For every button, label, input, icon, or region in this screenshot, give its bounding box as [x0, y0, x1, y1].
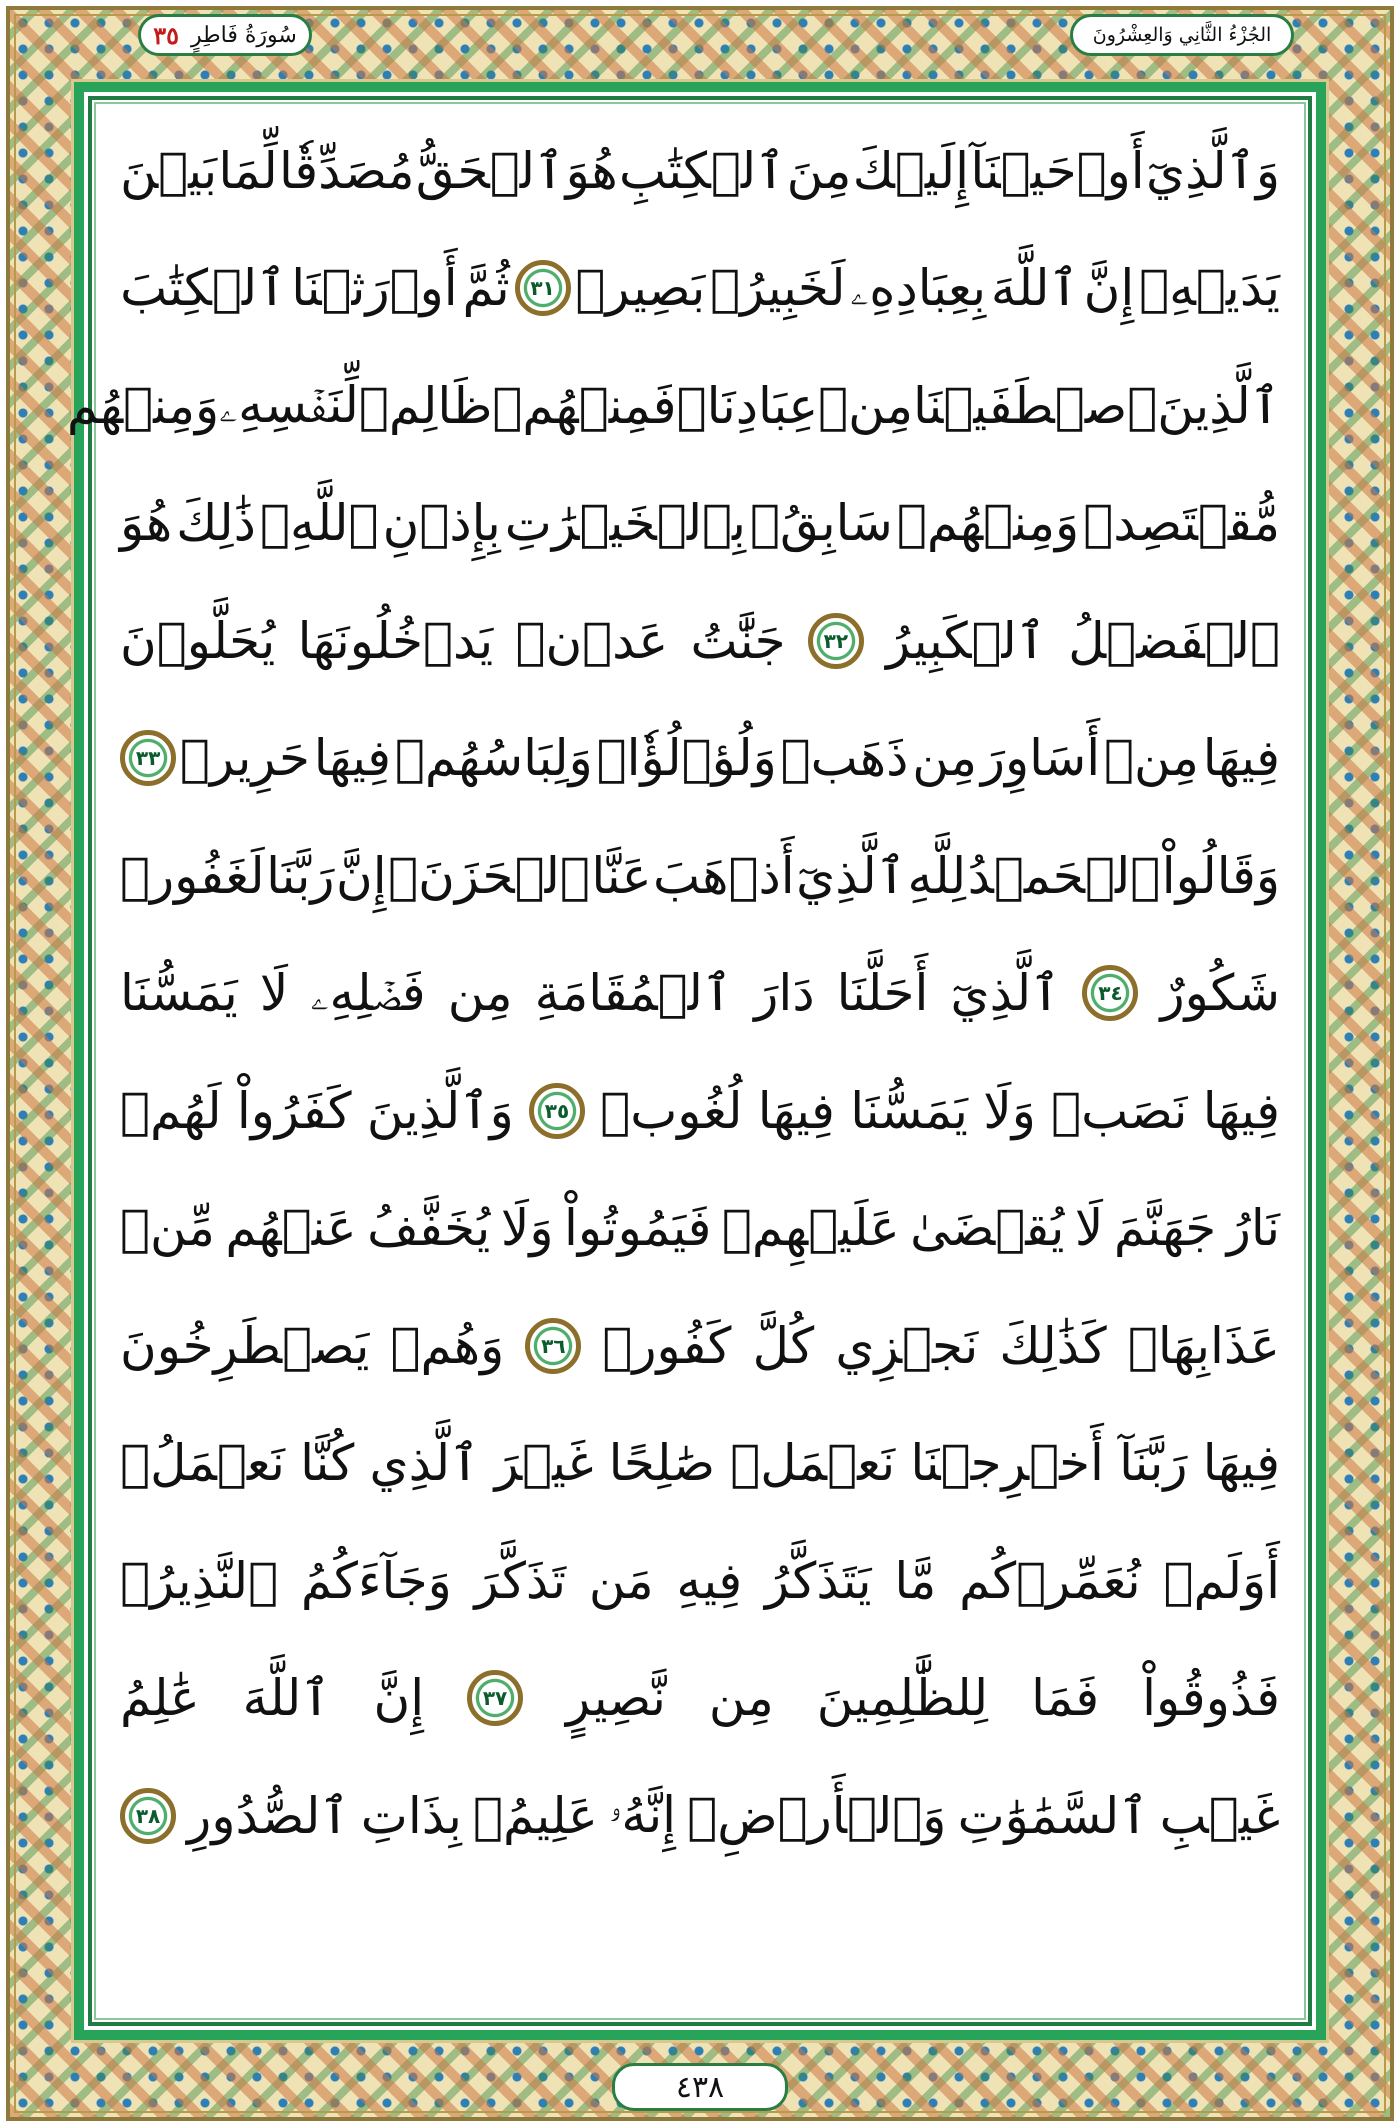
word: ٱلسَّمَٰوَٰتِ [957, 1786, 1149, 1845]
word: أَخۡرِجۡنَا [910, 1434, 1104, 1493]
word: ٱلنَّذِيرُۖ [120, 1551, 279, 1610]
word: أَسَاوِرَ [980, 729, 1101, 788]
word: كُنَّا [300, 1434, 355, 1493]
word: عَلِيمُۢ [473, 1786, 598, 1845]
word: شَكُورٌ [1160, 964, 1280, 1023]
word: فِيهَا [1202, 1434, 1280, 1493]
text-line [120, 1522, 1280, 1640]
surah-number: ٣٥ [153, 20, 179, 50]
word: هُوَ [565, 141, 618, 200]
word: عَنۡهُم [225, 1199, 357, 1258]
word: ٱللَّهَ [990, 259, 1079, 318]
word: رَبَّنَآ [1119, 1434, 1188, 1493]
word: ٱللَّهِۚ [259, 494, 379, 553]
word: ٱلَّذِينَ [1157, 376, 1280, 435]
word: هُوَ [120, 494, 173, 553]
juz-label [1070, 14, 1294, 56]
text-line [120, 935, 1280, 1053]
word: يُحَلَّوۡنَ [120, 611, 276, 670]
text-line [120, 1405, 1280, 1523]
word: عَنَّا [591, 846, 652, 905]
word: كَذَٰلِكَ [999, 1316, 1107, 1375]
word: يَمَسُّنَا [850, 1081, 968, 1140]
word: فَمَا [1031, 1669, 1100, 1728]
word: إِنَّهُۥ [608, 1786, 677, 1845]
surah-name: سُورَةُ فَاطِرٍ [190, 22, 297, 48]
word: غَيۡبِ [1159, 1786, 1280, 1845]
word: بَصِيرٞ [575, 259, 706, 318]
text-line [120, 1757, 1280, 1875]
ayah-number-marker: ٣٧ [467, 1670, 523, 1726]
word: فِيهِ [676, 1551, 743, 1610]
word: وَٱلۡأَرۡضِۚ [687, 1786, 947, 1845]
word: لَا [259, 964, 289, 1023]
text-line [120, 1052, 1280, 1170]
text-line [66, 347, 1280, 465]
word: مِنۡ [818, 376, 914, 435]
word: غَيۡرَ [494, 1434, 594, 1493]
word: ٱلۡحَمۡدُ [967, 846, 1161, 905]
word: أَوۡحَيۡنَآ [970, 141, 1145, 200]
juz-text: الجُزْءُ الثَّانِي وَالعِشْرُونَ [1092, 24, 1272, 46]
text-line [120, 465, 1280, 583]
text-line [120, 230, 1280, 348]
word: وَجَآءَكُمُ [300, 1551, 452, 1610]
word: كُلَّ [752, 1316, 815, 1375]
word: ٱلَّذِي [369, 1434, 480, 1493]
word: وَمِنۡهُم [66, 376, 220, 435]
word: وَقَالُواْ [1161, 846, 1280, 905]
word: نُعَمِّرۡكُم [959, 1551, 1141, 1610]
word: حَرِيرٞ [179, 729, 310, 788]
word: بِذَاتِ [360, 1786, 462, 1845]
word: فَضۡلِهِۦ [310, 963, 426, 1022]
word: نَارُ [1226, 1199, 1280, 1258]
word: رَبَّنَا [266, 846, 335, 905]
ayah-number-marker: ٣٤ [1082, 965, 1138, 1021]
word: سَابِقُۢ [750, 494, 893, 553]
word: ٱلۡكَبِيرُ [886, 611, 1046, 670]
word: فِيهَا [757, 1081, 835, 1140]
word: لِّمَا [218, 141, 278, 200]
word: وَٱلَّذِينَ [366, 1081, 514, 1140]
word: مِنۡ [1104, 729, 1199, 788]
ayah-number-marker: ٣٦ [525, 1318, 581, 1374]
word: إِلَيۡكَ [852, 141, 970, 200]
word: يَمَسُّنَا [120, 964, 238, 1023]
quran-text-block [66, 112, 1280, 1992]
word: ذَهَبٖ [780, 729, 909, 788]
word: لَغَفُورٞ [120, 846, 265, 905]
page-number-badge [612, 2063, 788, 2111]
word: ٱلۡحَزَنَۖ [388, 846, 590, 905]
word: وَهُمۡ [390, 1316, 505, 1375]
word: عِبَادِنَاۖ [676, 376, 819, 435]
word: لِّنَفۡسِهِۦ [219, 376, 359, 435]
word: أَوَلَمۡ [1163, 1551, 1280, 1610]
word: مِنَ [786, 141, 852, 200]
word: ٱلصُّدُورِ [187, 1786, 350, 1845]
word: وَٱلَّذِيٓ [1145, 141, 1280, 200]
word: مُصَدِّقٗا [279, 141, 415, 200]
word: مِّنۡ [120, 1199, 215, 1258]
word: جَهَنَّمَ [1113, 1199, 1217, 1258]
word: فَذُوقُواْ [1142, 1669, 1280, 1728]
word: لَهُمۡ [120, 1081, 222, 1140]
word: مِن [912, 729, 978, 788]
word: يُخَفَّفُ [367, 1199, 491, 1258]
word: إِنَّ [336, 846, 387, 905]
word: لُغُوبٞ [600, 1081, 743, 1140]
word: صَٰلِحًا [608, 1434, 716, 1493]
text-line [120, 700, 1280, 818]
word: كَفَرُواْ [236, 1081, 352, 1140]
word: بِٱلۡخَيۡرَٰتِ [504, 494, 746, 553]
word: لِلظَّٰلِمِينَ [816, 1669, 989, 1728]
word: وَلَا [500, 1199, 554, 1258]
word: ٱلۡفَضۡلُ [1068, 611, 1280, 670]
word: بِإِذۡنِ [382, 494, 501, 553]
page-number: ٤٣٨ [675, 2069, 725, 2105]
word: ٱلۡمُقَامَةِ [534, 964, 733, 1023]
surah-label [138, 14, 312, 56]
word: نَعۡمَلُۚ [120, 1434, 285, 1493]
word: لَخَبِيرُۢ [710, 259, 846, 318]
word: ٱللَّهَ [242, 1669, 331, 1728]
text-line [120, 112, 1280, 230]
text-line [120, 582, 1280, 700]
word: ٱلۡكِتَٰبَ [120, 259, 287, 318]
word: مَن [588, 1551, 654, 1610]
word: إِنَّ [373, 1669, 425, 1728]
word: مِن [708, 1669, 774, 1728]
word: جَنَّٰتُ [690, 611, 786, 670]
word: ٱلۡحَقُّ [415, 141, 565, 200]
word: نَعۡمَلۡ [730, 1434, 896, 1493]
word: ٱلۡكِتَٰبِ [619, 141, 786, 200]
word: يَتَذَكَّرُ [764, 1551, 872, 1610]
ayah-number-marker: ٣٥ [529, 1083, 585, 1139]
word: ٱلَّذِيٓ [950, 964, 1061, 1023]
word: بِعِبَادِهِۦ [850, 258, 987, 317]
word: ٱلَّذِيٓ [796, 846, 907, 905]
word: عَذَابِهَاۚ [1127, 1316, 1280, 1375]
word: بَيۡنَ [120, 141, 218, 200]
word: إِنَّ [1083, 259, 1135, 318]
ayah-number-marker: ٣١ [515, 260, 571, 316]
text-line [120, 1640, 1280, 1758]
word: عَدۡنٖ [515, 611, 669, 670]
word: لِلَّهِ [907, 846, 967, 905]
word: فَمِنۡهُمۡ [492, 376, 677, 435]
word: نَصَبٞ [1051, 1081, 1188, 1140]
word: كَفُورٖ [602, 1316, 732, 1375]
word: أَوۡرَثۡنَا [291, 259, 458, 318]
word: يُقۡضَىٰ [910, 1199, 1065, 1258]
ayah-number-marker: ٣٨ [120, 1788, 176, 1844]
text-line [120, 1170, 1280, 1288]
word: فِيهَا [1202, 729, 1280, 788]
word: مُّقۡتَصِدٞ [1083, 494, 1280, 553]
ayah-number-marker: ٣٣ [120, 730, 176, 786]
text-line [120, 817, 1280, 935]
word: يَدَيۡهِۗ [1139, 259, 1280, 318]
word: أَحَلَّنَا [836, 964, 929, 1023]
ayah-number-marker: ٣٢ [808, 613, 864, 669]
word: فِيهَا [1202, 1081, 1280, 1140]
word: نَّصِيرٍ [566, 1669, 666, 1728]
word: أَذۡهَبَ [653, 846, 795, 905]
text-line [120, 1287, 1280, 1405]
word: فَيَمُوتُواْ [564, 1199, 712, 1258]
word: ٱصۡطَفَيۡنَا [913, 376, 1158, 435]
word: لَا [1074, 1199, 1104, 1258]
word: وَلِبَاسُهُمۡ [394, 729, 593, 788]
word: مَّا [894, 1551, 937, 1610]
word: ثُمَّ [462, 259, 510, 318]
word: عَلَيۡهِمۡ [721, 1199, 900, 1258]
word: دَارَ [754, 964, 815, 1023]
word: مِن [447, 964, 513, 1023]
word: نَجۡزِي [835, 1316, 979, 1375]
word: تَذَكَّرَ [474, 1551, 567, 1610]
word: يَصۡطَرِخُونَ [120, 1316, 370, 1375]
word: وَمِنۡهُمۡ [896, 494, 1080, 553]
word: وَلُؤۡلُؤٗاۖ [596, 729, 777, 788]
word: فِيهَا [313, 729, 392, 788]
word: عَٰلِمُ [120, 1669, 200, 1728]
word: ذَٰلِكَ [176, 494, 256, 553]
word: وَلَا [983, 1081, 1036, 1140]
word: يَدۡخُلُونَهَا [297, 611, 494, 670]
word: ظَالِمٞ [358, 376, 493, 435]
